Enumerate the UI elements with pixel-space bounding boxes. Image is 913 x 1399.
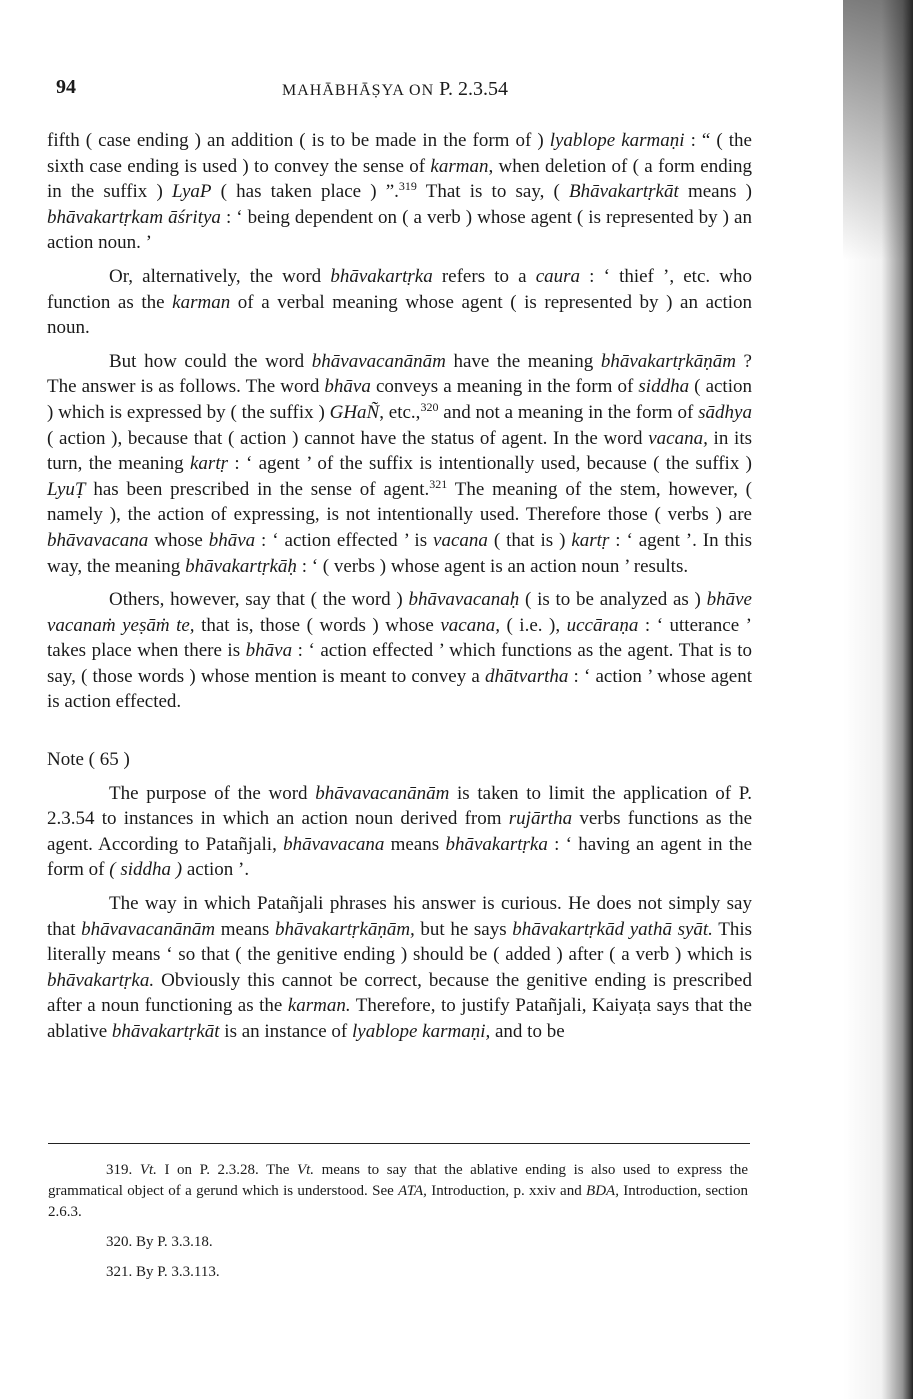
text-run: : ‘ agent ’. In this way, the meaning — [47, 529, 752, 577]
text-run: : ‘ having an agent in the form of — [47, 833, 752, 881]
footnote-319 — [48, 1160, 748, 1223]
sanskrit-term: karman — [172, 291, 231, 313]
footnote-ref-319[interactable]: 319 — [398, 179, 417, 194]
sanskrit-term: bhāvavacanānām — [81, 918, 216, 940]
text-run: Therefore, to justify Patañjali, Kaiyaṭa says that the ablative — [47, 995, 752, 1042]
sanskrit-term: bhāve vacanaṁ yeṣāṁ te, — [47, 589, 752, 636]
text-run: is an instance of — [219, 1021, 352, 1042]
text-run: ? The answer is as follows. The word — [47, 350, 752, 398]
sanskrit-term: sādhya — [698, 401, 752, 423]
text-run: refers to a — [432, 265, 536, 287]
text-run: that is, those ( words ) whose — [194, 614, 441, 636]
sanskrit-term: ( siddha ) — [109, 859, 183, 881]
text-run: The way in which Patañjali phrases his answer is curious. He does not simply say that — [47, 893, 752, 940]
text-run: , when deletion of ( a form ending in the suffix ) — [47, 155, 752, 203]
text-run: ( that is ) — [487, 529, 572, 551]
text-run: This literally means ‘ so that ( the genitive ending ) should be ( added ) after ( a verb ) which is — [47, 918, 752, 966]
text-run: have the meaning — [445, 350, 601, 372]
sanskrit-term: siddha — [638, 376, 690, 398]
sanskrit-term: bhāvakartṛkāḥ — [185, 555, 297, 577]
text-run: is taken to limit the application of P. 2.3.54 to instances in which an action noun derived from — [47, 782, 753, 830]
text-run: : “ ( the sixth case ending is used ) to convey the sense of — [47, 130, 752, 177]
text-run: but he says — [414, 918, 513, 940]
text-run: : ‘ being dependent on ( a verb ) whose agent ( is represented by ) an action noun. ’ — [47, 206, 752, 254]
paragraph-5 — [47, 781, 752, 883]
text-run: verbs functions as the agent. According to Patañjali, — [47, 808, 752, 855]
sanskrit-term: bhāva — [324, 376, 371, 398]
sanskrit-term: bhāvakartṛka — [330, 265, 433, 287]
text-run: means — [215, 918, 275, 940]
paragraph-1 — [47, 128, 752, 256]
sanskrit-term: bhāva — [208, 529, 256, 551]
text-run: : ‘ thief ’, etc. who function as the — [47, 265, 752, 313]
text-run: ( i.e. ), — [499, 614, 567, 636]
footnote-ref-320[interactable]: 320 — [420, 399, 439, 414]
text-run: Introduction, section 2.6.3. — [48, 1183, 749, 1220]
sanskrit-term: bhāvakartṛkāṇām, — [274, 918, 415, 940]
sanskrit-term: vacana — [433, 529, 488, 551]
page-number: 94 — [56, 76, 76, 98]
text-run: : ‘ ( verbs ) whose agent is an action noun ’ results. — [296, 555, 689, 577]
footnote-number: 320. — [106, 1234, 133, 1250]
text-run: But how could the word — [109, 350, 312, 372]
sanskrit-term: uccāraṇa — [566, 614, 639, 636]
paragraph-3 — [47, 349, 752, 579]
text-run: means ) — [678, 181, 752, 203]
text-run: Or, alternatively, the word — [109, 265, 331, 287]
sanskrit-term: bhāvavacanānām — [311, 350, 446, 372]
sanskrit-term: bhāvavacana — [283, 833, 385, 855]
sanskrit-term: GHaÑ — [329, 401, 380, 423]
sanskrit-term: kartṛ — [190, 453, 228, 475]
text-run: : ‘ action effected ’ which functions as the agent. That is to say, ( those words ) whose mention is meant to convey a — [47, 640, 752, 687]
sanskrit-term: vacana, — [440, 614, 500, 636]
text-run: That is to say, ( — [416, 181, 570, 203]
footnotes — [48, 1160, 748, 1292]
sanskrit-term: lyablope karmaṇi — [549, 130, 685, 151]
sanskrit-term: bhāvakartṛka — [445, 833, 548, 855]
sanskrit-term: LyaP — [171, 181, 212, 203]
sanskrit-term: vacana, — [648, 427, 708, 449]
sanskrit-term: bhāvavacanaḥ — [408, 589, 520, 611]
text-run: of a verbal meaning whose agent ( is represented by ) an action noun. — [47, 291, 753, 339]
footnote-text: By P. 3.3.18. — [136, 1234, 213, 1250]
sanskrit-term: bhāvakartṛkāṇām — [600, 350, 736, 372]
sanskrit-term: Bhāvakartṛkāt — [569, 181, 679, 203]
text-run: conveys a meaning in the form of — [370, 376, 639, 398]
text-run: whose — [148, 529, 209, 551]
text-run: ( action ), because that ( action ) cannot have the status of agent. In the word — [47, 427, 649, 449]
scan-edge-shadow-top — [843, 0, 913, 260]
rule-reference: P. 2.3.54 — [439, 78, 509, 100]
text-run: ( action ) which is expressed by ( the suffix ) — [47, 376, 752, 423]
sanskrit-term: bhāvakartṛka. — [47, 969, 155, 991]
text-run: : ‘ utterance ’ takes place when there is — [47, 614, 752, 662]
footnote-number: 319. — [106, 1162, 133, 1178]
text-run: and not a meaning in the form of — [438, 401, 699, 423]
text-run: action ’. — [182, 859, 250, 881]
text-run: The purpose of the word — [109, 782, 316, 804]
sanskrit-term: karman — [430, 155, 489, 177]
sanskrit-term: bhāvakartṛkam āśritya — [47, 206, 221, 228]
footnote-320 — [48, 1232, 748, 1253]
text-run: Introduction, p. xxiv and — [426, 1183, 587, 1199]
sanskrit-term: kartṛ — [571, 529, 610, 551]
footnote-number: 321. — [106, 1264, 133, 1280]
abbreviation: BDA, — [586, 1183, 619, 1199]
text-run: The meaning of the stem, however, ( namely ), the action of expressing, is not intentionally used. Therefore those ( verbs ) are — [47, 478, 752, 526]
footnote-text: By P. 3.3.113. — [136, 1264, 220, 1280]
sanskrit-term: bhāvakartṛkād yathā syāt. — [512, 918, 713, 940]
sanskrit-term: lyablope karmaṇi, — [351, 1021, 491, 1042]
sanskrit-term: LyuṬ — [47, 478, 86, 500]
paragraph-2 — [47, 264, 752, 341]
text-run: : ‘ action effected ’ is — [255, 529, 434, 551]
text-run: I on P. 2.3.28. The — [156, 1162, 297, 1178]
text-run: fifth ( case ending ) an addition ( is to be made in the form of ) — [47, 130, 550, 151]
text-run: Others, however, say that ( the word ) — [109, 589, 409, 611]
text-run: Obviously this cannot be correct, because the genitive ending is prescribed after a noun functioning as the — [47, 969, 752, 1017]
abbreviation: Vt. — [296, 1162, 315, 1178]
page-header — [56, 76, 756, 108]
footnote-divider — [48, 1143, 750, 1144]
footnote-321 — [48, 1262, 748, 1283]
main-text — [47, 128, 752, 1045]
sanskrit-term: rujārtha — [508, 808, 573, 830]
sanskrit-term: bhāvavacanānām — [315, 782, 450, 804]
text-run: ( is to be analyzed as ) — [519, 589, 707, 611]
running-title — [282, 78, 508, 101]
sanskrit-term: bhāvakartṛkāt — [111, 1021, 220, 1042]
footnote-ref-321[interactable]: 321 — [429, 476, 448, 491]
abbreviation: ATA, — [398, 1183, 427, 1199]
text-run: in its turn, the meaning — [47, 427, 752, 475]
sanskrit-term: dhātvartha — [485, 665, 569, 687]
text-run: : ‘ action ’ whose agent is action effected. — [47, 665, 753, 713]
text-run: , etc., — [379, 401, 421, 423]
text-run: means — [384, 833, 446, 855]
text-run: : ‘ agent ’ of the suffix is intentionally used, because ( the suffix ) — [228, 453, 752, 475]
abbreviation: Vt. — [139, 1162, 157, 1178]
sanskrit-term: karman. — [287, 995, 351, 1017]
text-run: means to say that the ablative ending is also used to express the grammatical object of a gerund which is understood. See — [48, 1162, 749, 1199]
text-run: ( has taken place ) ”. — [211, 181, 399, 203]
note-heading: Note ( 65 ) — [47, 749, 130, 771]
sanskrit-term: caura — [535, 265, 581, 287]
text-run: and to be — [490, 1021, 565, 1042]
text-run: has been prescribed in the sense of agent. — [85, 478, 430, 500]
paragraph-6 — [47, 891, 752, 1045]
running-title-text: MAHĀBHĀṢYA ON — [282, 82, 435, 99]
paragraph-4 — [47, 587, 752, 715]
sanskrit-term: bhāva — [245, 640, 293, 662]
sanskrit-term: bhāvavacana — [47, 529, 149, 551]
